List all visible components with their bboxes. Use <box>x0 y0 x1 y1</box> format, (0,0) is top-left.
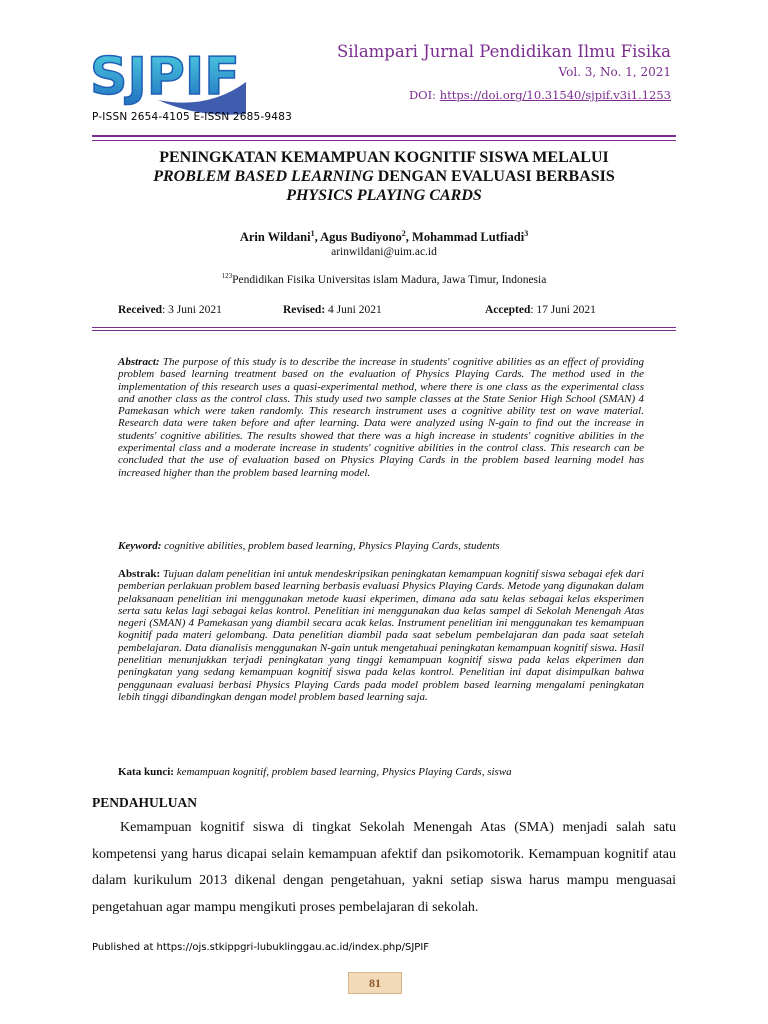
journal-name: Silampari Jurnal Pendidikan Ilmu Fisika <box>336 42 671 61</box>
header-rule-thin <box>92 140 676 141</box>
section-heading: PENDAHULUAN <box>92 795 198 810</box>
keywords-indonesian <box>118 766 644 778</box>
published-url[interactable]: Published at https://ojs.stkippgri-lubuklinggau.ac.id/index.php/SJPIF <box>92 942 430 953</box>
author-3: Mohammad Lutfiadi <box>412 230 525 245</box>
author-2: Agus Budiyono <box>320 230 402 245</box>
kata-kunci-text: kemampuan kognitif, problem based learning, Physics Playing Cards, siswa <box>173 766 512 778</box>
doi-link[interactable]: https://doi.org/10.31540/sjpif.v3i1.1253 <box>439 88 671 102</box>
title-line-3-text: PHYSICS PLAYING CARDS <box>286 187 482 204</box>
keyword-label: Keyword: <box>118 540 162 552</box>
revised-label: Revised: <box>283 304 326 316</box>
abstract-indonesian <box>118 568 644 703</box>
keyword-text: cognitive abilities, problem based learning, Physics Playing Cards, students <box>161 540 500 552</box>
received-date <box>118 304 222 316</box>
abstrak-text: Tujuan dalam penelitian ini untuk mendeskripsikan peningkatan kemampuan kognitif siswa sebagai efek dari pemberian perlakuan problem based learning berbasis evaluasi Physics Playing Cards. Metode yang digunakan dalam pelaksanaan penelitian ini menggunakan metode kuasi ekperimen, dimana ada satu kelas sebagai kelas eksperimen serta satu kelas lagi sebagai kelas kontrol. Penelitian ini menggunakan dua kelas sampel di Sekolah Menengah Atas negeri (SMAN) 4 Pamekasan yang diambil secara acak kelas. Instrument penelitian ini menggunakan tes kemampuan kognitif pada materi gelombang. Data penelitian diambil pada saat sebelum pembelajaran dan pada saat setelah pembelajaran. Data dianalisis menggunakan N-gain untuk mengetahuai peningkatan kemampuan kognitif siswa. Hasil penelitian menunjukkan terjadi peningkatan yang tinggi kemampuan kognitif siswa pada kelas ekperimen dan peningkatan yang sedang kemampuan kognitif siswa pada kelas kontrol. Penelitian ini dapat disimpulkan bahwa penggunaan evaluasi berbasi Physics Playing Cards pada model problem based learning mengalami peningkatan lebih tinggi dibandingkan dengan model problem based learning saja. <box>118 568 644 703</box>
journal-volume: Vol. 3, No. 1, 2021 <box>558 65 671 79</box>
author-1-sup: 1 <box>310 229 315 238</box>
affiliation-text: Pendidikan Fisika Universitas islam Madura, Jawa Timur, Indonesia <box>232 273 547 286</box>
title-line-3 <box>92 186 676 205</box>
abstract-label: Abstract: <box>118 356 160 368</box>
accepted-date <box>485 304 596 316</box>
author-list <box>92 229 676 245</box>
submission-dates <box>118 304 676 320</box>
intro-paragraph: Kemampuan kognitif siswa di tingkat Sekolah Menengah Atas (SMA) menjadi salah satu kompetensi yang harus dicapai selain kemampuan afektif dan psikomotorik. Kemampuan kognitif atau dalam kurikulum 2013 dikenal dengan pengetahuan, yakni setiap siswa harus mampu menguasai pengetahuan agar mampu mengikuti proses pembelajaran di sekolah. <box>92 820 676 915</box>
keywords-english <box>118 540 644 552</box>
affiliation-sup: 123 <box>221 272 233 280</box>
title-line-1: PENINGKATAN KEMAMPUAN KOGNITIF SISWA MELALUI <box>159 149 609 166</box>
logo-text: SJPIF <box>90 47 240 107</box>
author-2-sup: 2 <box>401 229 406 238</box>
doi-line <box>409 88 671 102</box>
accepted-value: : 17 Juni 2021 <box>530 304 596 316</box>
dates-rule <box>92 327 676 328</box>
revised-date <box>283 304 382 316</box>
page-number-badge: 81 <box>348 972 402 994</box>
author-1: Arin Wildani <box>239 230 311 245</box>
dates-rule-thin <box>92 330 676 331</box>
affiliation <box>92 272 676 286</box>
title-italic-part: PROBLEM BASED LEARNING <box>153 168 374 185</box>
received-label: Received <box>118 304 163 316</box>
abstract-english <box>118 356 644 479</box>
author-email[interactable]: arinwildani@uim.ac.id <box>331 246 437 258</box>
kata-kunci-label: Kata kunci: <box>118 766 174 778</box>
issn-line: P-ISSN 2654-4105 E-ISSN 2685-9483 <box>92 111 292 123</box>
header-rule <box>92 135 676 137</box>
abstract-text: The purpose of this study is to describe the increase in students' cognitive abilities as an effect of providing problem based learning treatment based on the evaluation of Physics Playing Cards. The method used in the implementation of this research uses a quasi-experimental method, where there is one class as the experimental class and another class as the control class. This study used two sample classes at the State Senior High School (SMAN) 4 Pamekasan which were taken randomly. This research instrument uses a cognitive ability test on wave material. Research data were taken before and after learning. Data were analyzed using N-gain to find out the increase in students' cognitive abilities. The results showed that there was a high increase in students' cognitive abilities in the experimental class and a moderate increase in students' cognitive abilities in the control class. This research can be concluded that the use of evaluation based on Physics Playing Cards in the problem based learning model has increased higher than the problem based learning model. <box>118 356 644 479</box>
doi-label: DOI: <box>408 88 440 102</box>
title-line-2 <box>92 167 676 186</box>
revised-value: 4 Juni 2021 <box>325 304 382 316</box>
author-sep: , <box>405 230 413 245</box>
received-value: : 3 Juni 2021 <box>162 304 222 316</box>
accepted-label: Accepted <box>485 304 531 316</box>
author-3-sup: 3 <box>524 229 529 238</box>
paper-title <box>92 148 676 205</box>
title-line-2-rest: DENGAN EVALUASI BERBASIS <box>373 168 615 185</box>
journal-logo <box>88 38 248 118</box>
abstrak-label: Abstrak: <box>118 568 161 580</box>
author-sep: , <box>314 230 321 245</box>
